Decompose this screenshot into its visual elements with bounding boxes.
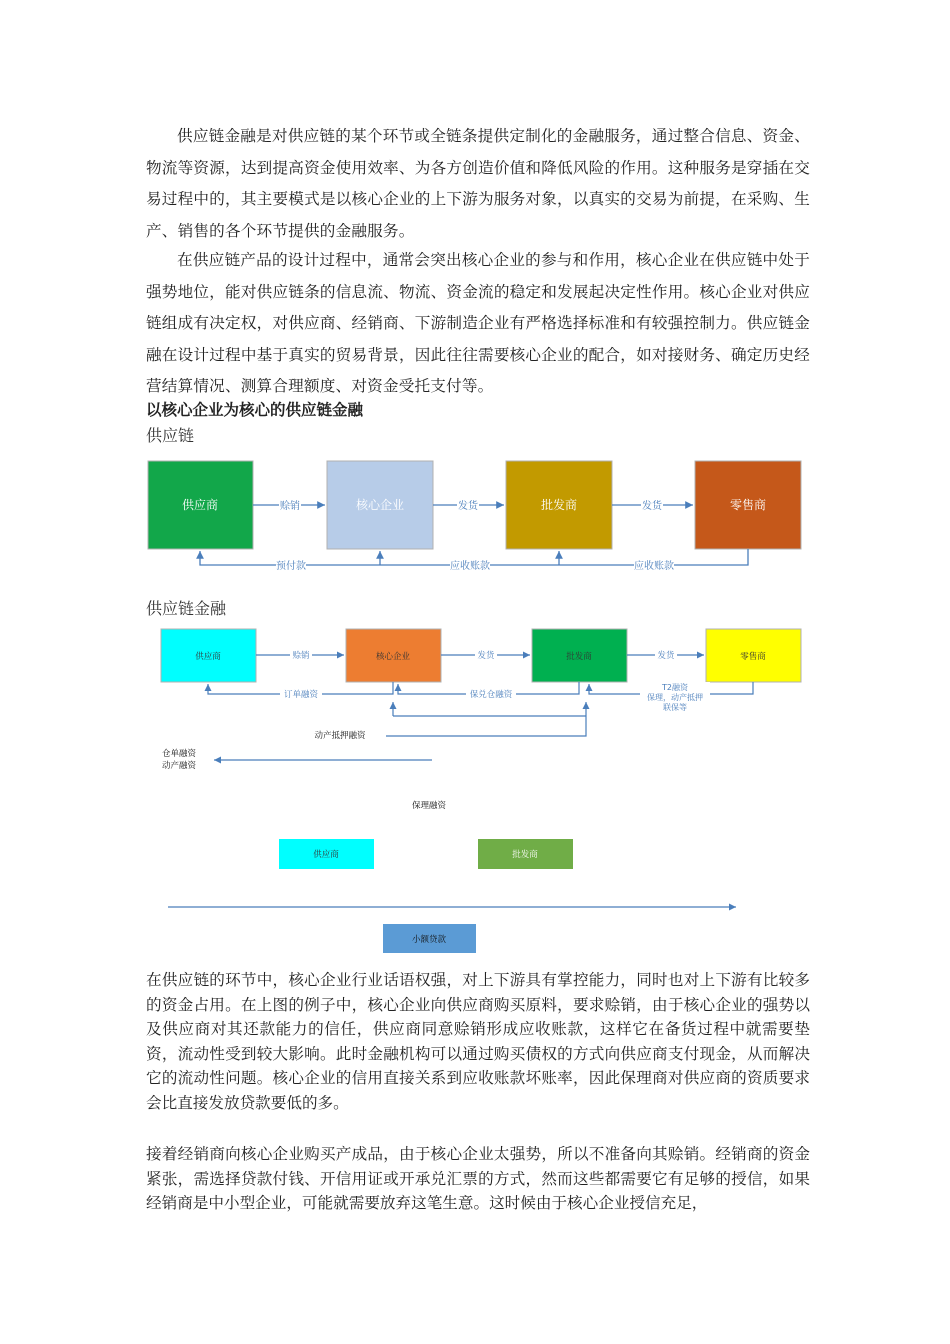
d2-chattel-label: 动产抵押融资 — [314, 731, 366, 741]
d2-chattel-line — [386, 702, 586, 736]
d2-factoring-label: 保理融资 — [411, 801, 447, 811]
body-paragraph-2: 接着经销商向核心企业购买产成品，由于核心企业太强势，所以不准备向其赊销。经销商的资金紧张，需选择贷款付钱、开信用证或开承兑汇票的方式，然而这些都需要它有足够的授信，如果经销商是中小型企业，可能就需要放弃这笔生意。这时候由于核心企业授信充足， — [146, 1145, 810, 1212]
d2-box-label: 供应商 — [195, 652, 221, 662]
intro-paragraph-1: 供应链金融是对供应链的某个环节或全链条提供定制化的金融服务，通过整合信息、资金、物流等资源，达到提高资金使用效率、为各方创造价值和降低风险的作用。这种服务是穿插在交易过程中的，其主要模式是以核心企业的上下游为服务对象，以真实的交易为前提，在采购、生产、销售的各个环节提供的金融服务。 — [146, 127, 810, 240]
d1-bottom-label: 应收账款 — [450, 561, 490, 572]
section-heading: 以核心企业为核心的供应链金融 — [146, 401, 364, 419]
d2-bottom-label: 订单融资 — [283, 690, 319, 700]
supply-chain-diagram — [140, 455, 810, 575]
d2-t2-label: T2融资 — [662, 683, 688, 692]
d1-bottom-label: 预付款 — [276, 561, 306, 572]
diagram1-label: 供应链 — [146, 426, 195, 445]
d2-box-label: 核心企业 — [375, 652, 411, 662]
d2-bottom-box-label: 供应商 — [313, 850, 339, 860]
d1-arrow-label: 发货 — [642, 501, 662, 512]
d2-arrow-label: 发货 — [477, 651, 495, 661]
d1-arrow-label: 发货 — [458, 501, 478, 512]
body-paragraph-1: 在供应链的环节中，核心企业行业话语权强，对上下游具有掌控能力，同时也对上下游有比较多的资金占用。在上图的例子中，核心企业向供应商购买原料，要求赊销，由于核心企业的强势以及供应商对其还款能力的信任，供应商同意赊销形成应收账款，这样它在备货过程中就需要垫资，流动性受到较大影响。此时金融机构可以通过购买债权的方式向供应商支付现金，从而解决它的流动性问题。核心企业的信用直接关系到应收账款坏账率，因此保理商对供应商的资质要求会比直接发放贷款要低的多。 — [146, 971, 810, 1112]
d2-bottom-box-label: 批发商 — [512, 850, 538, 860]
d2-t2-label: 联保等 — [663, 703, 687, 712]
d2-box-label: 零售商 — [740, 652, 766, 662]
supply-chain-finance-diagram — [140, 622, 820, 962]
d2-microloan-label: 小额贷款 — [411, 935, 447, 945]
d1-box-label: 供应商 — [181, 498, 219, 512]
d2-t2-label: 保理，动产抵押 — [647, 693, 703, 702]
d2-arrow-label: 发货 — [657, 651, 675, 661]
d2-box-label: 批发商 — [566, 652, 592, 662]
d2-warehouse-label: 仓单融资 — [162, 749, 197, 759]
d1-arrow-label: 赊销 — [280, 501, 300, 512]
d1-box-label: 核心企业 — [355, 498, 405, 512]
intro-paragraph-2: 在供应链产品的设计过程中，通常会突出核心企业的参与和作用，核心企业在供应链中处于强势地位，能对供应链条的信息流、物流、资金流的稳定和发展起决定性作用。核心企业对供应链组成有决定权，对供应商、经销商、下游制造企业有严格选择标准和有较强控制力。供应链金融在设计过程中基于真实的贸易背景，因此往往需要核心企业的配合，如对接财务、确定历史经营结算情况、测算合理额度、对资金受托支付等。 — [146, 251, 810, 395]
d2-warehouse-label: 动产融资 — [162, 761, 197, 771]
diagram2-label: 供应链金融 — [146, 599, 227, 618]
d1-box-label: 零售商 — [729, 498, 767, 512]
d2-bottom-label: 保兑仓融资 — [469, 690, 513, 700]
d2-arrow-label: 赊销 — [292, 651, 310, 661]
d1-bottom-label: 应收账款 — [634, 561, 674, 572]
d1-box-label: 批发商 — [540, 498, 578, 512]
